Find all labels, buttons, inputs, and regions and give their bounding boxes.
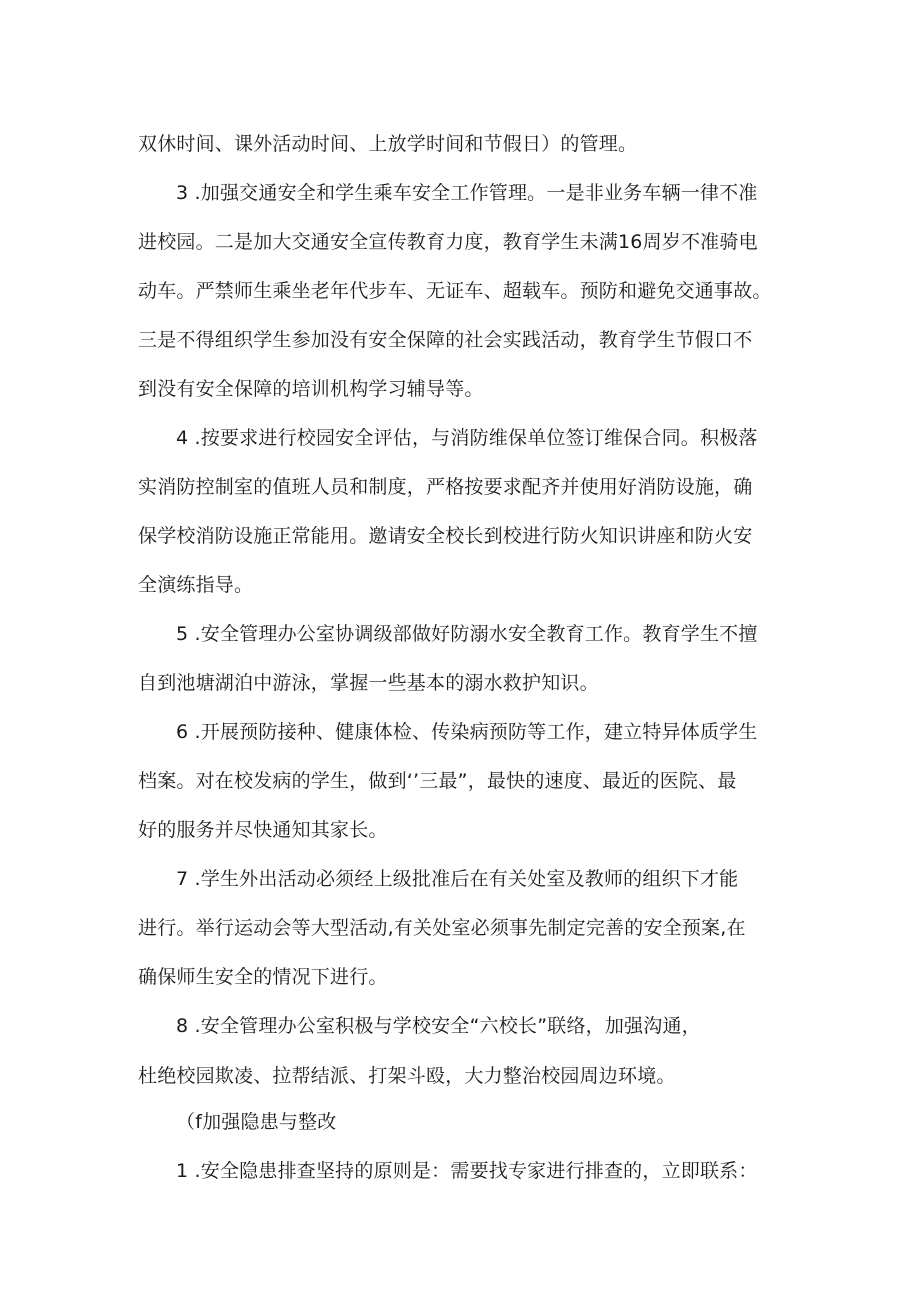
text-line-13: 6 .开展预防接种、健康体检、传染病预防等工作，建立特异体质学生 <box>176 721 758 743</box>
text-line-9: 保学校消防设施正常能用。邀请安全校长到校进行防火知识讲座和防火安 <box>138 525 753 547</box>
text-line-18: 确保师生安全的情况下进行。 <box>138 966 388 988</box>
text-line-15: 好的服务并尽快通知其家长。 <box>138 819 388 841</box>
text-line-22: 1 .安全隐患排查坚持的原则是：需要找专家进行排查的，立即联系： <box>176 1160 758 1182</box>
text-line-7: 4 .按要求进行校园安全评估，与消防维保单位签订维保合同。积极落 <box>176 427 758 449</box>
text-line-5: 三是不得组织学生参加没有安全保障的社会实践活动，教育学生节假口不 <box>138 329 753 351</box>
text-line-12: 自到池塘湖泊中游泳，掌握一些基本的溺水救护知识。 <box>138 672 599 694</box>
text-line-4: 动车。严禁师生乘坐老年代步车、无证车、超载车。预防和避免交通事故。 <box>138 280 772 302</box>
text-line-11: 5 .安全管理办公室协调级部做好防溺水安全教育工作。教育学生不擅 <box>176 623 758 645</box>
text-line-20: 杜绝校园欺凌、拉帮结派、打架斗殴，大力整治校园周边环境。 <box>138 1065 676 1087</box>
text-line-17: 进行。举行运动会等大型活动,有关处室必须事先制定完善的安全预案,在 <box>138 917 746 939</box>
text-line-2: 3 .加强交通安全和学生乘车安全工作管理。一是非业务车辆一律不准 <box>176 182 758 204</box>
text-line-3: 进校园。二是加大交通安全宣传教育力度，教育学生未满16周岁不准骑电 <box>138 231 758 253</box>
text-line-10: 全演练指导。 <box>138 574 254 596</box>
text-line-8: 实消防控制室的值班人员和制度，严格按要求配齐并使用好消防设施，确 <box>138 476 753 498</box>
text-line-6: 到没有安全保障的培训机构学习辅导等。 <box>138 378 484 400</box>
section-heading: （f加强隐患与整改 <box>176 1111 337 1133</box>
text-line-19: 8 .安全管理办公室积极与学校安全“六校长”联络，加强沟通， <box>176 1015 701 1037</box>
text-line-16: 7 .学生外出活动必须经上级批准后在有关处室及教师的组织下才能 <box>176 868 739 890</box>
text-line-1: 双休时间、课外活动时间、上放学时间和节假日）的管理。 <box>138 133 638 155</box>
text-line-14: 档案。对在校发病的学生，做到‘’三最”，最快的速度、最近的医院、最 <box>138 770 737 792</box>
